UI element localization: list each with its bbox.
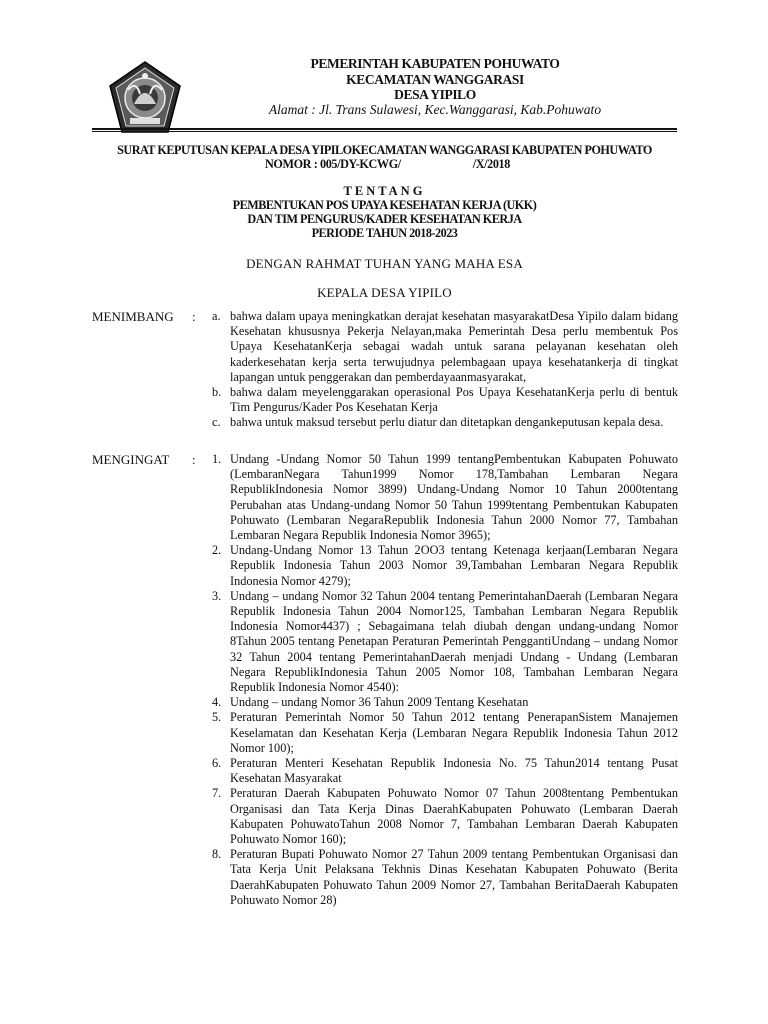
about-line-3: PERIODE TAHUN 2018-2023 — [311, 226, 458, 240]
preamble-grace: DENGAN RAHMAT TUHAN YANG MAHA ESA — [246, 256, 523, 271]
decree-number-suffix: /X/2018 — [472, 157, 510, 171]
menimbang-colon: : — [192, 309, 196, 324]
list-item — [212, 695, 678, 710]
list-text: Undang -Undang Nomor 50 Tahun 1999 tentangPembentukan Kabupaten Pohuwato (LembaranNegara Tahun1999 Nomor 178,Tambahan Lembaran Negara RepublikIndonesia Nomor 3899) Undang-Undang Nomor 10 Tahun 2000tentang Perubahan atas Undang-undang Nomor 50 Tahun 1999tentang Pembentukan Kabupaten Pohuwato (Lembaran NegaraRepublik Indonesia Tahun 2000 Nomor 77, Tambahan Lembaran Negara Republik Indonesia Nomor 3965); — [230, 452, 678, 543]
list-item — [212, 385, 678, 415]
list-marker: 2. — [212, 543, 222, 558]
about-line-1: PEMBENTUKAN POS UPAYA KESEHATAN KERJA (UKK) — [232, 198, 537, 212]
list-marker: 8. — [212, 847, 222, 862]
decree-title: SURAT KEPUTUSAN KEPALA DESA YIPILOKECAMATAN WANGGARASI KABUPATEN POHUWATO — [117, 143, 652, 157]
list-text: Undang – undang Nomor 36 Tahun 2009 Tentang Kesehatan — [230, 695, 529, 710]
menimbang-label: MENIMBANG — [92, 309, 174, 324]
list-text: Undang – undang Nomor 32 Tahun 2004 tentang PemerintahanDaerah (Lembaran Negara Republik Indonesia Tahun 2004 Nomor125, Tambahan Lembaran Negara Republik Indonesia Nomor4437) ; Sebagaimana telah diubah dengan undang-undang Nomor 8Tahun 2005 tentang Penetapan Peraturan Pemerintah PenggantiUndang – undang Nomor 32 Tahun 2004 tentang PemerintahanDaerah menjadi Undang - Undang (Lembaran Negara RepublikIndonesia Tahun 2005 Nomor 108, Tambahan Lembaran Negara Republik Indonesia Nomor 4540): — [230, 588, 678, 695]
list-item — [212, 452, 678, 543]
list-text: bahwa dalam upaya meningkatkan derajat kesehatan masyarakatDesa Yipilo dalam bidang Kesehatan khususnya Pekerja Nelayan,maka Pemerintah Desa perlu membentuk Pos Upaya KesehatanKerja sebagai wadah untuk sarana pelayanan kesehatan oleh kaderkesehatan kerja serta terwujudnya pelembagaan upaya kesehatankerja di tingkat lapangan untuk penggerakan dan pemberdayaanmasyarakat, — [230, 309, 678, 384]
header-divider — [92, 128, 677, 130]
header-district: KECAMATAN WANGGARASI — [346, 72, 524, 87]
list-text: Peraturan Menteri Kesehatan Republik Indonesia No. 75 Tahun2014 tentang Pusat Kesehatan Masyarakat — [230, 756, 678, 786]
list-text: bahwa dalam meyelenggarakan operasional Pos Upaya KesehatanKerja perlu di bentuk Tim Pengurus/Kader Pos Kesehatan Kerja — [230, 385, 678, 415]
mengingat-colon: : — [192, 452, 196, 467]
list-text: Peraturan Bupati Pohuwato Nomor 27 Tahun 2009 tentang Pembentukan Organisasi dan Tata Kerja Unit Pelaksana Tekhnis Dinas Kesehatan Kabupaten Pohuwato (Berita DaerahKabupaten Pohuwato Tahun 2009 Nomor 27, Tambahan BeritaDaerah Kabupaten Pohuwato Nomor 28) — [230, 847, 678, 907]
list-item — [212, 847, 678, 908]
list-marker: 7. — [212, 786, 222, 801]
header-village: DESA YIPILO — [394, 87, 476, 102]
list-item — [212, 543, 678, 589]
regency-emblem-icon — [106, 60, 184, 136]
header-address: Alamat : Jl. Trans Sulawesi, Kec.Wanggarasi, Kab.Pohuwato — [268, 102, 602, 117]
header-divider-thin — [92, 131, 677, 132]
decree-number-prefix: NOMOR : 005/DY-KCWG/ — [265, 157, 401, 171]
list-text: Peraturan Pemerintah Nomor 50 Tahun 2012 tentang PenerapanSistem Manajemen Keselamatan dan Kesehatan Kerja (Lembaran Negara Republik Indonesia Tahun 2012 Nomor 100); — [230, 710, 678, 755]
list-item — [212, 589, 678, 695]
list-item — [212, 710, 678, 756]
decree-number — [265, 157, 510, 172]
list-item — [212, 415, 678, 430]
about-label: TENTANG — [343, 184, 426, 198]
list-marker: a. — [212, 309, 221, 323]
preamble-head: KEPALA DESA YIPILO — [317, 285, 452, 300]
mengingat-label: MENGINGAT — [92, 452, 170, 467]
menimbang-list — [212, 309, 678, 431]
list-marker: 5. — [212, 710, 222, 725]
mengingat-list — [212, 452, 678, 908]
list-marker: c. — [212, 415, 221, 430]
header-government: PEMERINTAH KABUPATEN POHUWATO — [310, 56, 560, 71]
list-item — [212, 309, 678, 385]
list-marker: 6. — [212, 756, 222, 771]
list-text: Undang-Undang Nomor 13 Tahun 2OO3 tentang Ketenaga kerjaan(Lembaran Negara Republik Indonesia Tahun 2003 Nomor 39,Tambahan Lembaran Negara Republik Indonesia Nomor 4279); — [230, 543, 678, 588]
list-marker: b. — [212, 385, 222, 400]
list-item — [212, 786, 678, 847]
list-marker: 1. — [212, 452, 222, 466]
list-text: bahwa untuk maksud tersebut perlu diatur dan ditetapkan dengankeputusan kepala desa. — [230, 415, 664, 430]
list-marker: 4. — [212, 695, 222, 710]
list-item — [212, 756, 678, 786]
about-line-2: DAN TIM PENGURUS/KADER KESEHATAN KERJA — [247, 212, 522, 226]
list-marker: 3. — [212, 588, 222, 603]
list-text: Peraturan Daerah Kabupaten Pohuwato Nomor 07 Tahun 2008tentang Pembentukan Organisasi dan Tata Kerja Dinas DaerahKabupaten Pohuwato (Lembaran Daerah Kabupaten PohuwatoTahun 2008 Nomor 7, Tambahan Lembaran Daerah Kabupaten Pohuwato Nomor 160); — [230, 786, 678, 847]
